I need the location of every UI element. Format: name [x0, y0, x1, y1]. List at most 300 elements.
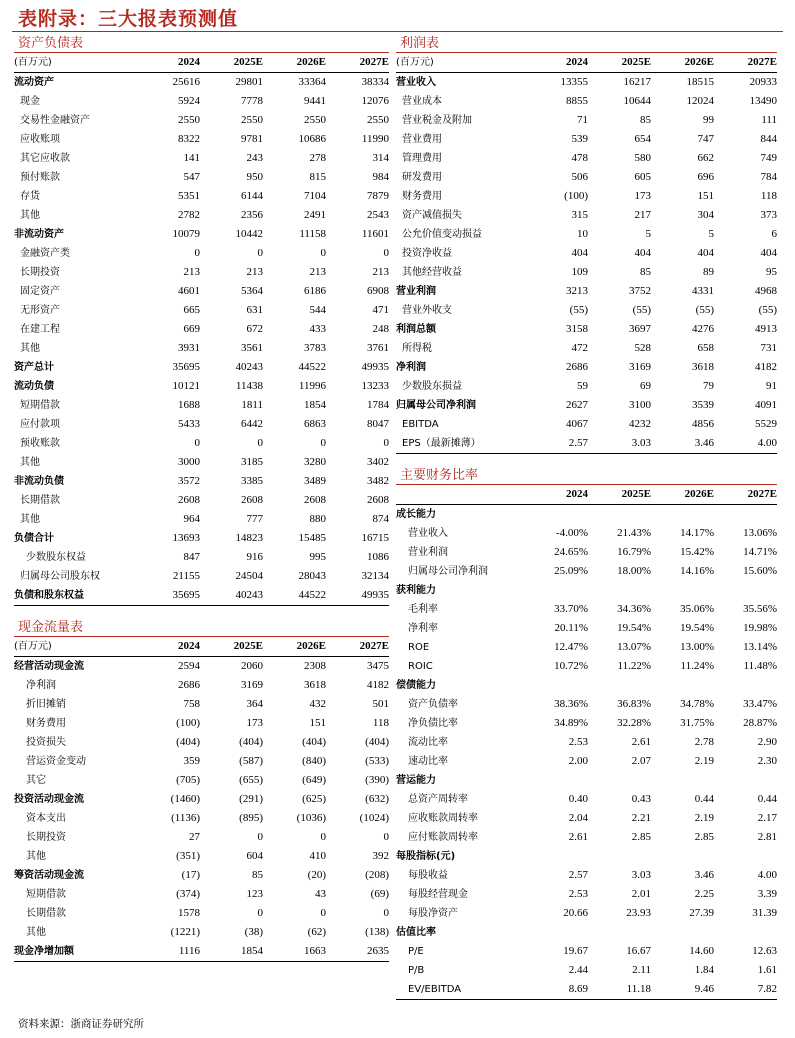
- row-label: 负债合计: [14, 533, 54, 544]
- value-cell: 3618: [304, 679, 326, 691]
- value-cell: 10079: [172, 228, 200, 240]
- value-cell: 13.00%: [680, 641, 714, 653]
- row-label: 营业外收支: [402, 305, 452, 316]
- row-label: 非流动负债: [14, 476, 64, 487]
- table-row: [14, 339, 389, 358]
- value-cell: 1.84: [694, 964, 714, 976]
- row-label: 偿债能力: [396, 680, 436, 691]
- value-cell: 654: [634, 133, 651, 145]
- row-label: ROE: [408, 642, 430, 653]
- row-label: 估值比率: [396, 927, 436, 938]
- value-cell: (404): [365, 736, 389, 748]
- value-cell: [588, 923, 651, 942]
- value-cell: 35.56%: [743, 603, 777, 615]
- table-row: [396, 130, 777, 149]
- row-label: 筹资活动现金流: [14, 870, 84, 881]
- row-label: 其它: [26, 775, 46, 786]
- table-row: [14, 130, 389, 149]
- value-cell: (55): [569, 304, 588, 316]
- value-cell: 5433: [178, 418, 200, 430]
- value-cell: 3489: [304, 475, 326, 487]
- row-label: 负债和股东权益: [14, 586, 137, 606]
- value-cell: 2608: [367, 494, 389, 506]
- value-cell: 11.24%: [680, 660, 714, 672]
- value-cell: 16217: [623, 76, 651, 88]
- row-label: 公允价值变动损益: [402, 229, 482, 240]
- row-label: 短期借款: [20, 400, 60, 411]
- value-cell: 16.79%: [617, 546, 651, 558]
- value-cell: 14.17%: [680, 527, 714, 539]
- value-cell: (138): [365, 926, 389, 938]
- table-header-row: [396, 53, 777, 73]
- row-label: 长期借款: [26, 908, 66, 919]
- row-label: 长期投资: [20, 267, 60, 278]
- value-cell: 71: [577, 114, 588, 126]
- unit-label: (百万元): [14, 637, 137, 657]
- row-label: 其它应收款: [20, 153, 70, 164]
- row-label: 资本支出: [26, 813, 66, 824]
- value-cell: 2.00: [568, 755, 588, 767]
- table-row: [14, 358, 389, 377]
- value-cell: 3185: [241, 456, 263, 468]
- row-label: P/B: [408, 965, 425, 976]
- value-cell: 2.53: [568, 888, 588, 900]
- value-cell: 20.66: [563, 907, 588, 919]
- value-cell: (649): [302, 774, 326, 786]
- value-cell: 392: [372, 850, 389, 862]
- table-row: [396, 206, 777, 225]
- table-row: [396, 301, 777, 320]
- table-row: [14, 771, 389, 790]
- value-cell: (404): [176, 736, 200, 748]
- year-header: 2026E: [263, 53, 326, 73]
- value-cell: 5924: [178, 95, 200, 107]
- value-cell: (38): [244, 926, 263, 938]
- value-cell: 33.47%: [743, 698, 777, 710]
- row-label: 应收账款周转率: [408, 813, 478, 824]
- value-cell: 3169: [241, 679, 263, 691]
- row-label: 交易性金融资产: [20, 115, 90, 126]
- value-cell: 2.53: [568, 736, 588, 748]
- table-row: [396, 377, 777, 396]
- value-cell: 2.78: [694, 736, 714, 748]
- value-cell: 1116: [137, 942, 200, 962]
- table-row: [14, 282, 389, 301]
- table-row: [396, 505, 777, 525]
- row-label: 资产总计: [14, 362, 54, 373]
- value-cell: 4601: [178, 285, 200, 297]
- value-cell: 0.44: [694, 793, 714, 805]
- value-cell: 3572: [178, 475, 200, 487]
- value-cell: 815: [309, 171, 326, 183]
- row-label: 固定资产: [20, 286, 60, 297]
- table-row: [14, 923, 389, 942]
- row-label: 无形资产: [20, 305, 60, 316]
- value-cell: 0: [383, 437, 389, 449]
- value-cell: 13.07%: [617, 641, 651, 653]
- value-cell: 31.75%: [680, 717, 714, 729]
- value-cell: 1086: [367, 551, 389, 563]
- table-row: [14, 301, 389, 320]
- balance-sheet-title: 资产负债表: [14, 35, 389, 53]
- table-row: [396, 244, 777, 263]
- table-row: [14, 866, 389, 885]
- balance-sheet-table: [14, 53, 389, 606]
- table-row: [396, 111, 777, 130]
- value-cell: 13233: [361, 380, 389, 392]
- row-label: 资产减值损失: [402, 210, 462, 221]
- value-cell: 173: [246, 717, 263, 729]
- value-cell: 5: [708, 228, 714, 240]
- row-label: 财务费用: [26, 718, 66, 729]
- value-cell: 3100: [629, 399, 651, 411]
- value-cell: 3402: [367, 456, 389, 468]
- value-cell: 3.46: [694, 869, 714, 881]
- value-cell: [651, 771, 714, 790]
- table-row: [14, 828, 389, 847]
- value-cell: 3.46: [651, 434, 714, 454]
- year-header: 2024: [137, 53, 200, 73]
- balance-sheet-section: [14, 35, 389, 606]
- value-cell: 2635: [326, 942, 389, 962]
- value-cell: (705): [176, 774, 200, 786]
- value-cell: 15.42%: [680, 546, 714, 558]
- value-cell: 13490: [749, 95, 777, 107]
- value-cell: 1784: [367, 399, 389, 411]
- row-label: 其他: [20, 210, 40, 221]
- value-cell: 2550: [178, 114, 200, 126]
- row-label: 归属母公司净利润: [408, 566, 488, 577]
- value-cell: 99: [703, 114, 714, 126]
- table-row: [396, 942, 777, 961]
- value-cell: 34.78%: [680, 698, 714, 710]
- value-cell: 2.17: [757, 812, 777, 824]
- value-cell: 2.85: [694, 831, 714, 843]
- row-label: 财务费用: [402, 191, 442, 202]
- value-cell: 14.60: [689, 945, 714, 957]
- table-row: [14, 377, 389, 396]
- year-header: 2027E: [714, 485, 777, 505]
- value-cell: 410: [309, 850, 326, 862]
- value-cell: 34.36%: [617, 603, 651, 615]
- table-row: [396, 434, 777, 454]
- value-cell: 19.98%: [743, 622, 777, 634]
- income-statement-table: [396, 53, 777, 454]
- value-cell: 2608: [304, 494, 326, 506]
- table-row: [14, 92, 389, 111]
- value-cell: 874: [372, 513, 389, 525]
- value-cell: 0.43: [631, 793, 651, 805]
- value-cell: 32.28%: [617, 717, 651, 729]
- value-cell: 14.71%: [743, 546, 777, 558]
- ratios-table: [396, 485, 777, 1000]
- value-cell: (533): [365, 755, 389, 767]
- row-label: 净利润: [396, 362, 426, 373]
- value-cell: 213: [309, 266, 326, 278]
- value-cell: 28.87%: [743, 717, 777, 729]
- unit-label: (百万元): [14, 53, 137, 73]
- value-cell: 151: [309, 717, 326, 729]
- row-label: 流动资产: [14, 77, 54, 88]
- value-cell: [588, 676, 651, 695]
- value-cell: 2594: [178, 660, 200, 672]
- table-row: [14, 695, 389, 714]
- row-label: 其他: [26, 927, 46, 938]
- row-label: 长期借款: [20, 495, 60, 506]
- table-row: [14, 586, 389, 606]
- table-row: [396, 961, 777, 980]
- year-header: 2024: [525, 53, 588, 73]
- row-label: P/E: [408, 946, 424, 957]
- value-cell: 2627: [566, 399, 588, 411]
- row-label: 营运能力: [396, 775, 436, 786]
- value-cell: 11.18: [588, 980, 651, 1000]
- value-cell: (895): [239, 812, 263, 824]
- value-cell: 21.43%: [617, 527, 651, 539]
- table-row: [396, 415, 777, 434]
- value-cell: 0: [383, 247, 389, 259]
- value-cell: 950: [246, 171, 263, 183]
- row-label: 预付账款: [20, 172, 60, 183]
- value-cell: (1036): [296, 812, 326, 824]
- row-label: 毛利率: [408, 604, 438, 615]
- value-cell: 404: [571, 247, 588, 259]
- value-cell: 20.11%: [554, 622, 588, 634]
- table-row: [396, 752, 777, 771]
- value-cell: 3158: [566, 323, 588, 335]
- value-cell: 359: [183, 755, 200, 767]
- table-row: [396, 543, 777, 562]
- table-row: [396, 980, 777, 1000]
- table-row: [14, 567, 389, 586]
- source-note: 资料来源：浙商证券研究所: [18, 1018, 144, 1030]
- value-cell: 672: [246, 323, 263, 335]
- value-cell: 3783: [304, 342, 326, 354]
- value-cell: 8.69: [525, 980, 588, 1000]
- value-cell: 433: [309, 323, 326, 335]
- table-row: [14, 676, 389, 695]
- value-cell: (625): [302, 793, 326, 805]
- value-cell: 213: [246, 266, 263, 278]
- table-row: [396, 263, 777, 282]
- value-cell: [651, 581, 714, 600]
- row-label: 流动负债: [14, 381, 54, 392]
- table-row: [14, 206, 389, 225]
- value-cell: 696: [697, 171, 714, 183]
- value-cell: 2.01: [631, 888, 651, 900]
- row-label: 少数股东权益: [26, 552, 86, 563]
- value-cell: 19.54%: [680, 622, 714, 634]
- value-cell: (55): [758, 304, 777, 316]
- year-header: 2027E: [714, 53, 777, 73]
- value-cell: 2686: [566, 361, 588, 373]
- value-cell: 217: [634, 209, 651, 221]
- page-title: 表附录：三大报表预测值: [18, 8, 239, 30]
- row-label: 其他: [20, 514, 40, 525]
- year-header: 2026E: [651, 53, 714, 73]
- row-label: 应付账款周转率: [408, 832, 478, 843]
- year-header: 2025E: [200, 637, 263, 657]
- value-cell: 11158: [299, 228, 326, 240]
- value-cell: 118: [372, 717, 389, 729]
- value-cell: 11601: [361, 228, 389, 240]
- value-cell: 2550: [304, 114, 326, 126]
- value-cell: 544: [309, 304, 326, 316]
- value-cell: 43: [315, 888, 326, 900]
- value-cell: 2.07: [631, 755, 651, 767]
- value-cell: (404): [239, 736, 263, 748]
- value-cell: 11.48%: [743, 660, 777, 672]
- value-cell: 19.67: [563, 945, 588, 957]
- value-cell: 404: [697, 247, 714, 259]
- value-cell: 4232: [629, 418, 651, 430]
- value-cell: 4182: [755, 361, 777, 373]
- value-cell: 665: [183, 304, 200, 316]
- table-row: [14, 396, 389, 415]
- value-cell: (351): [176, 850, 200, 862]
- value-cell: 2356: [241, 209, 263, 221]
- value-cell: 10644: [623, 95, 651, 107]
- value-cell: 33364: [298, 76, 326, 88]
- table-row: [14, 942, 389, 962]
- table-row: [14, 187, 389, 206]
- row-label: 获利能力: [396, 585, 436, 596]
- value-cell: 18515: [686, 76, 714, 88]
- table-row: [14, 320, 389, 339]
- value-cell: (55): [695, 304, 714, 316]
- value-cell: 20933: [749, 76, 777, 88]
- row-label: 每股收益: [408, 870, 448, 881]
- year-header: 2026E: [651, 485, 714, 505]
- value-cell: 19.54%: [617, 622, 651, 634]
- row-label: 现金净增加额: [14, 942, 137, 962]
- value-cell: 9.46: [651, 980, 714, 1000]
- value-cell: 21155: [172, 570, 200, 582]
- value-cell: 547: [183, 171, 200, 183]
- value-cell: (632): [365, 793, 389, 805]
- table-row: [14, 904, 389, 923]
- row-label: 利润总额: [396, 324, 436, 335]
- table-header-row: [396, 485, 777, 505]
- table-row: [396, 885, 777, 904]
- table-row: [396, 92, 777, 111]
- value-cell: 2.19: [694, 755, 714, 767]
- table-row: [396, 358, 777, 377]
- table-row: [14, 529, 389, 548]
- value-cell: 0: [257, 907, 263, 919]
- value-cell: (1024): [359, 812, 389, 824]
- value-cell: 0: [383, 907, 389, 919]
- row-label: 每股经营现金: [408, 889, 468, 900]
- value-cell: 5364: [241, 285, 263, 297]
- value-cell: 8322: [178, 133, 200, 145]
- value-cell: 1688: [178, 399, 200, 411]
- value-cell: 916: [246, 551, 263, 563]
- row-label: 现金: [20, 96, 40, 107]
- value-cell: [525, 505, 588, 525]
- table-row: [396, 396, 777, 415]
- row-label: 速动比率: [408, 756, 448, 767]
- table-row: [396, 733, 777, 752]
- value-cell: 506: [571, 171, 588, 183]
- table-row: [14, 244, 389, 263]
- value-cell: 3618: [692, 361, 714, 373]
- table-row: [396, 657, 777, 676]
- value-cell: 13693: [172, 532, 200, 544]
- value-cell: 278: [309, 152, 326, 164]
- value-cell: 13.06%: [743, 527, 777, 539]
- value-cell: [525, 923, 588, 942]
- value-cell: 9781: [241, 133, 263, 145]
- row-label: 流动比率: [408, 737, 448, 748]
- row-label: 营业成本: [402, 96, 442, 107]
- value-cell: 2550: [241, 114, 263, 126]
- table-row: [396, 581, 777, 600]
- row-label: 其他经营收益: [402, 267, 462, 278]
- value-cell: 472: [571, 342, 588, 354]
- value-cell: [651, 676, 714, 695]
- row-label: 营业利润: [396, 286, 436, 297]
- table-row: [14, 809, 389, 828]
- value-cell: (587): [239, 755, 263, 767]
- value-cell: (100): [176, 717, 200, 729]
- value-cell: 2.19: [694, 812, 714, 824]
- value-cell: 3561: [241, 342, 263, 354]
- row-label: 归属母公司净利润: [396, 400, 476, 411]
- value-cell: 0: [320, 831, 326, 843]
- value-cell: 59: [577, 380, 588, 392]
- value-cell: 141: [183, 152, 200, 164]
- value-cell: 3385: [241, 475, 263, 487]
- value-cell: 0.44: [757, 793, 777, 805]
- cashflow-title: 现金流量表: [14, 619, 389, 637]
- table-row: [14, 847, 389, 866]
- row-label: 应收账项: [20, 134, 60, 145]
- value-cell: 32134: [361, 570, 389, 582]
- value-cell: 6: [771, 228, 777, 240]
- value-cell: 8047: [367, 418, 389, 430]
- value-cell: (390): [365, 774, 389, 786]
- value-cell: 364: [246, 698, 263, 710]
- value-cell: 3213: [566, 285, 588, 297]
- value-cell: 658: [697, 342, 714, 354]
- value-cell: 5351: [178, 190, 200, 202]
- value-cell: 984: [372, 171, 389, 183]
- value-cell: 10442: [235, 228, 263, 240]
- value-cell: 89: [703, 266, 714, 278]
- row-label: 投资净收益: [402, 248, 452, 259]
- row-label: EBITDA: [402, 419, 439, 430]
- row-label: 营业利润: [408, 547, 448, 558]
- table-row: [396, 149, 777, 168]
- value-cell: (840): [302, 755, 326, 767]
- value-cell: 8855: [566, 95, 588, 107]
- value-cell: 0.40: [568, 793, 588, 805]
- table-row: [396, 790, 777, 809]
- value-cell: 2782: [178, 209, 200, 221]
- value-cell: 40243: [200, 586, 263, 606]
- value-cell: 25616: [172, 76, 200, 88]
- table-row: [14, 510, 389, 529]
- row-label: 营业税金及附加: [402, 115, 472, 126]
- value-cell: [651, 923, 714, 942]
- value-cell: 95: [766, 266, 777, 278]
- value-cell: 35695: [137, 586, 200, 606]
- value-cell: 12.47%: [554, 641, 588, 653]
- table-row: [14, 491, 389, 510]
- row-label: 其他: [20, 343, 40, 354]
- value-cell: 6144: [241, 190, 263, 202]
